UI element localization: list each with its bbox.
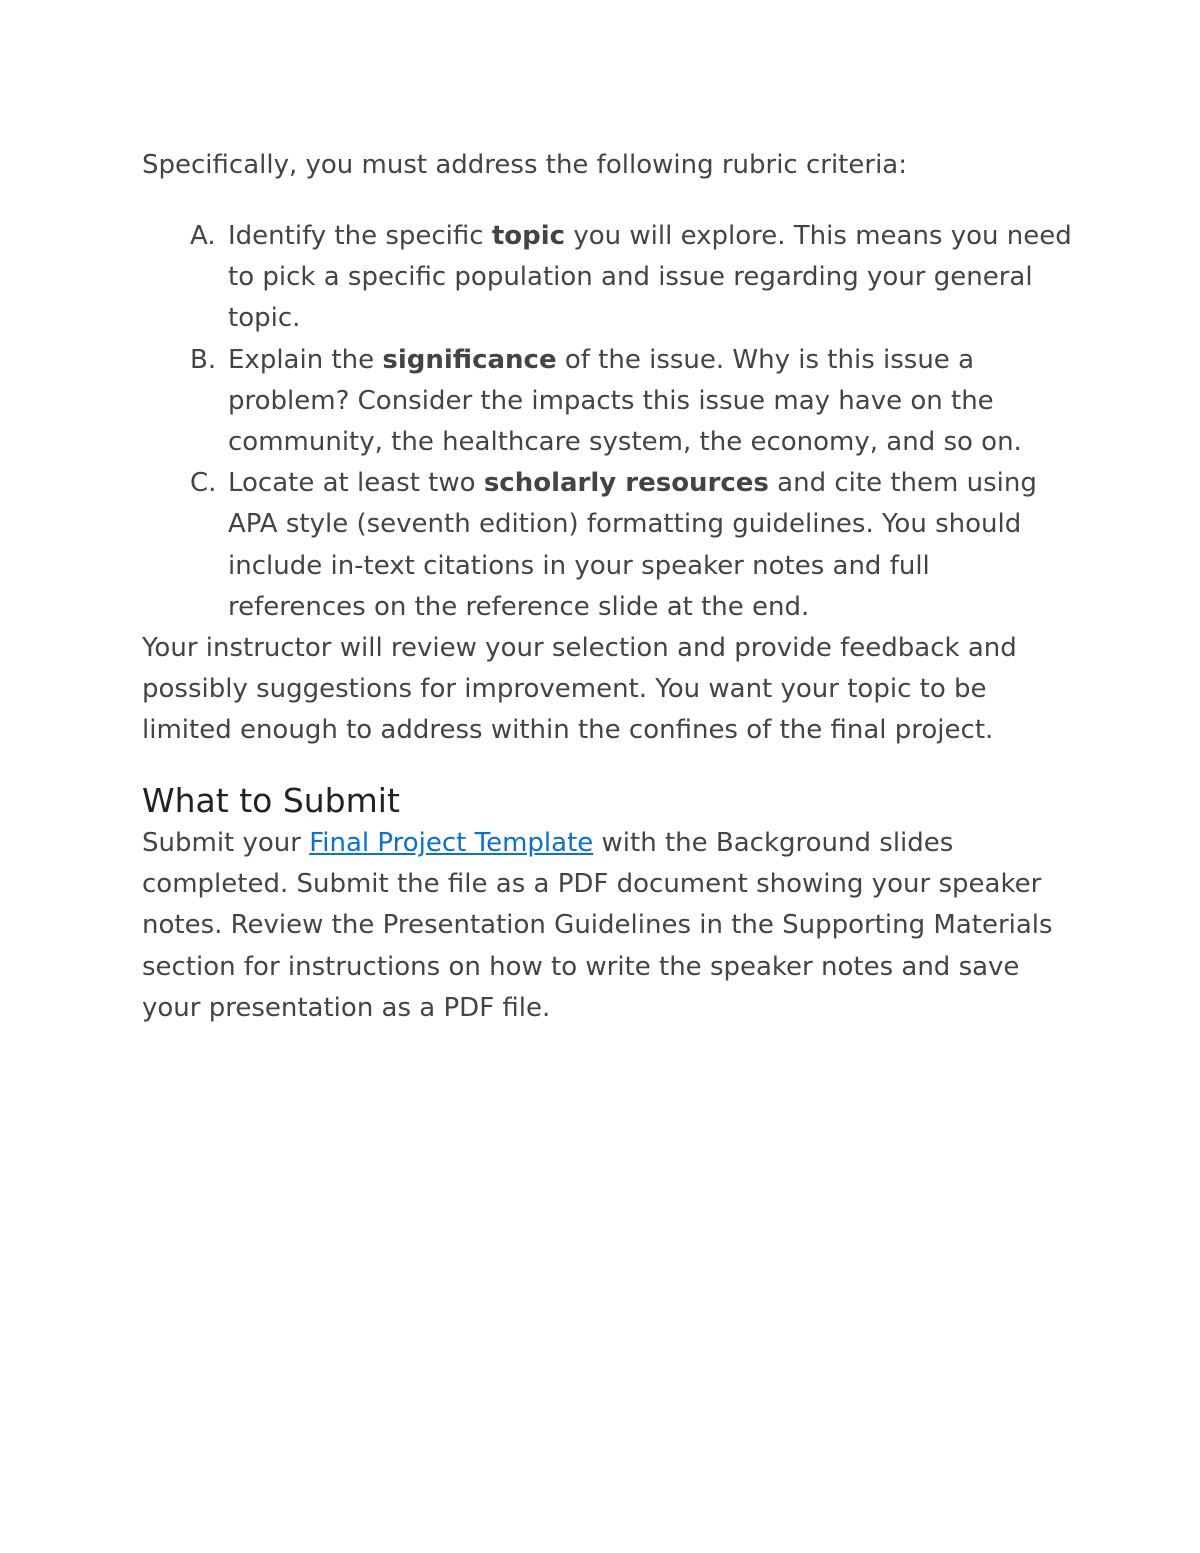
list-marker: B.: [190, 344, 217, 375]
criterion-keyword: topic: [491, 221, 566, 251]
list-marker: C.: [190, 468, 217, 499]
submit-paragraph: [142, 823, 1072, 1029]
what-to-submit-heading: What to Submit: [142, 781, 400, 821]
final-project-template-link[interactable]: Final Project Template: [309, 828, 594, 859]
criterion-a: [142, 216, 1072, 340]
rubric-criteria-list: [142, 216, 1072, 628]
document-page: [142, 145, 1072, 1029]
submit-text: Submit your: [142, 828, 310, 859]
criterion-c: [142, 463, 1072, 628]
criterion-text: Locate at least two: [228, 468, 484, 499]
criterion-text: and cite them using APA style (seventh edition) formatting guidelines. You should include in-text citations in your speaker notes and full references on the reference slide at the end.: [228, 468, 1037, 622]
intro-text: Specifically, you must address the following rubric criteria:: [142, 150, 907, 180]
submit-text: with the Background slides completed. Submit the file as a PDF document showing your speaker notes. Review the Presentation Guidelines in the Supporting Materials section for instructions on how to write the speaker notes and save your presentation as a PDF file.: [142, 828, 1053, 1023]
criterion-keyword: scholarly resources: [483, 468, 769, 499]
criterion-text: Identify the specific: [228, 221, 492, 251]
criterion-text: Explain the: [228, 344, 383, 375]
criterion-text: of the issue. Why is this issue a problem? Consider the impacts this issue may have on the community, the healthcare system, the economy, and so on.: [228, 344, 1022, 458]
criterion-text: you will explore. This means you need to pick a specific population and issue regarding your general topic.: [228, 221, 1072, 334]
criterion-keyword: significance: [382, 344, 557, 375]
list-marker: A.: [190, 221, 216, 251]
criterion-b: [142, 340, 1072, 464]
closing-paragraph: Your instructor will review your selection and provide feedback and possibly suggestions for improvement. You want your topic to be limited enough to address within the confines of the final project.: [142, 633, 1017, 746]
